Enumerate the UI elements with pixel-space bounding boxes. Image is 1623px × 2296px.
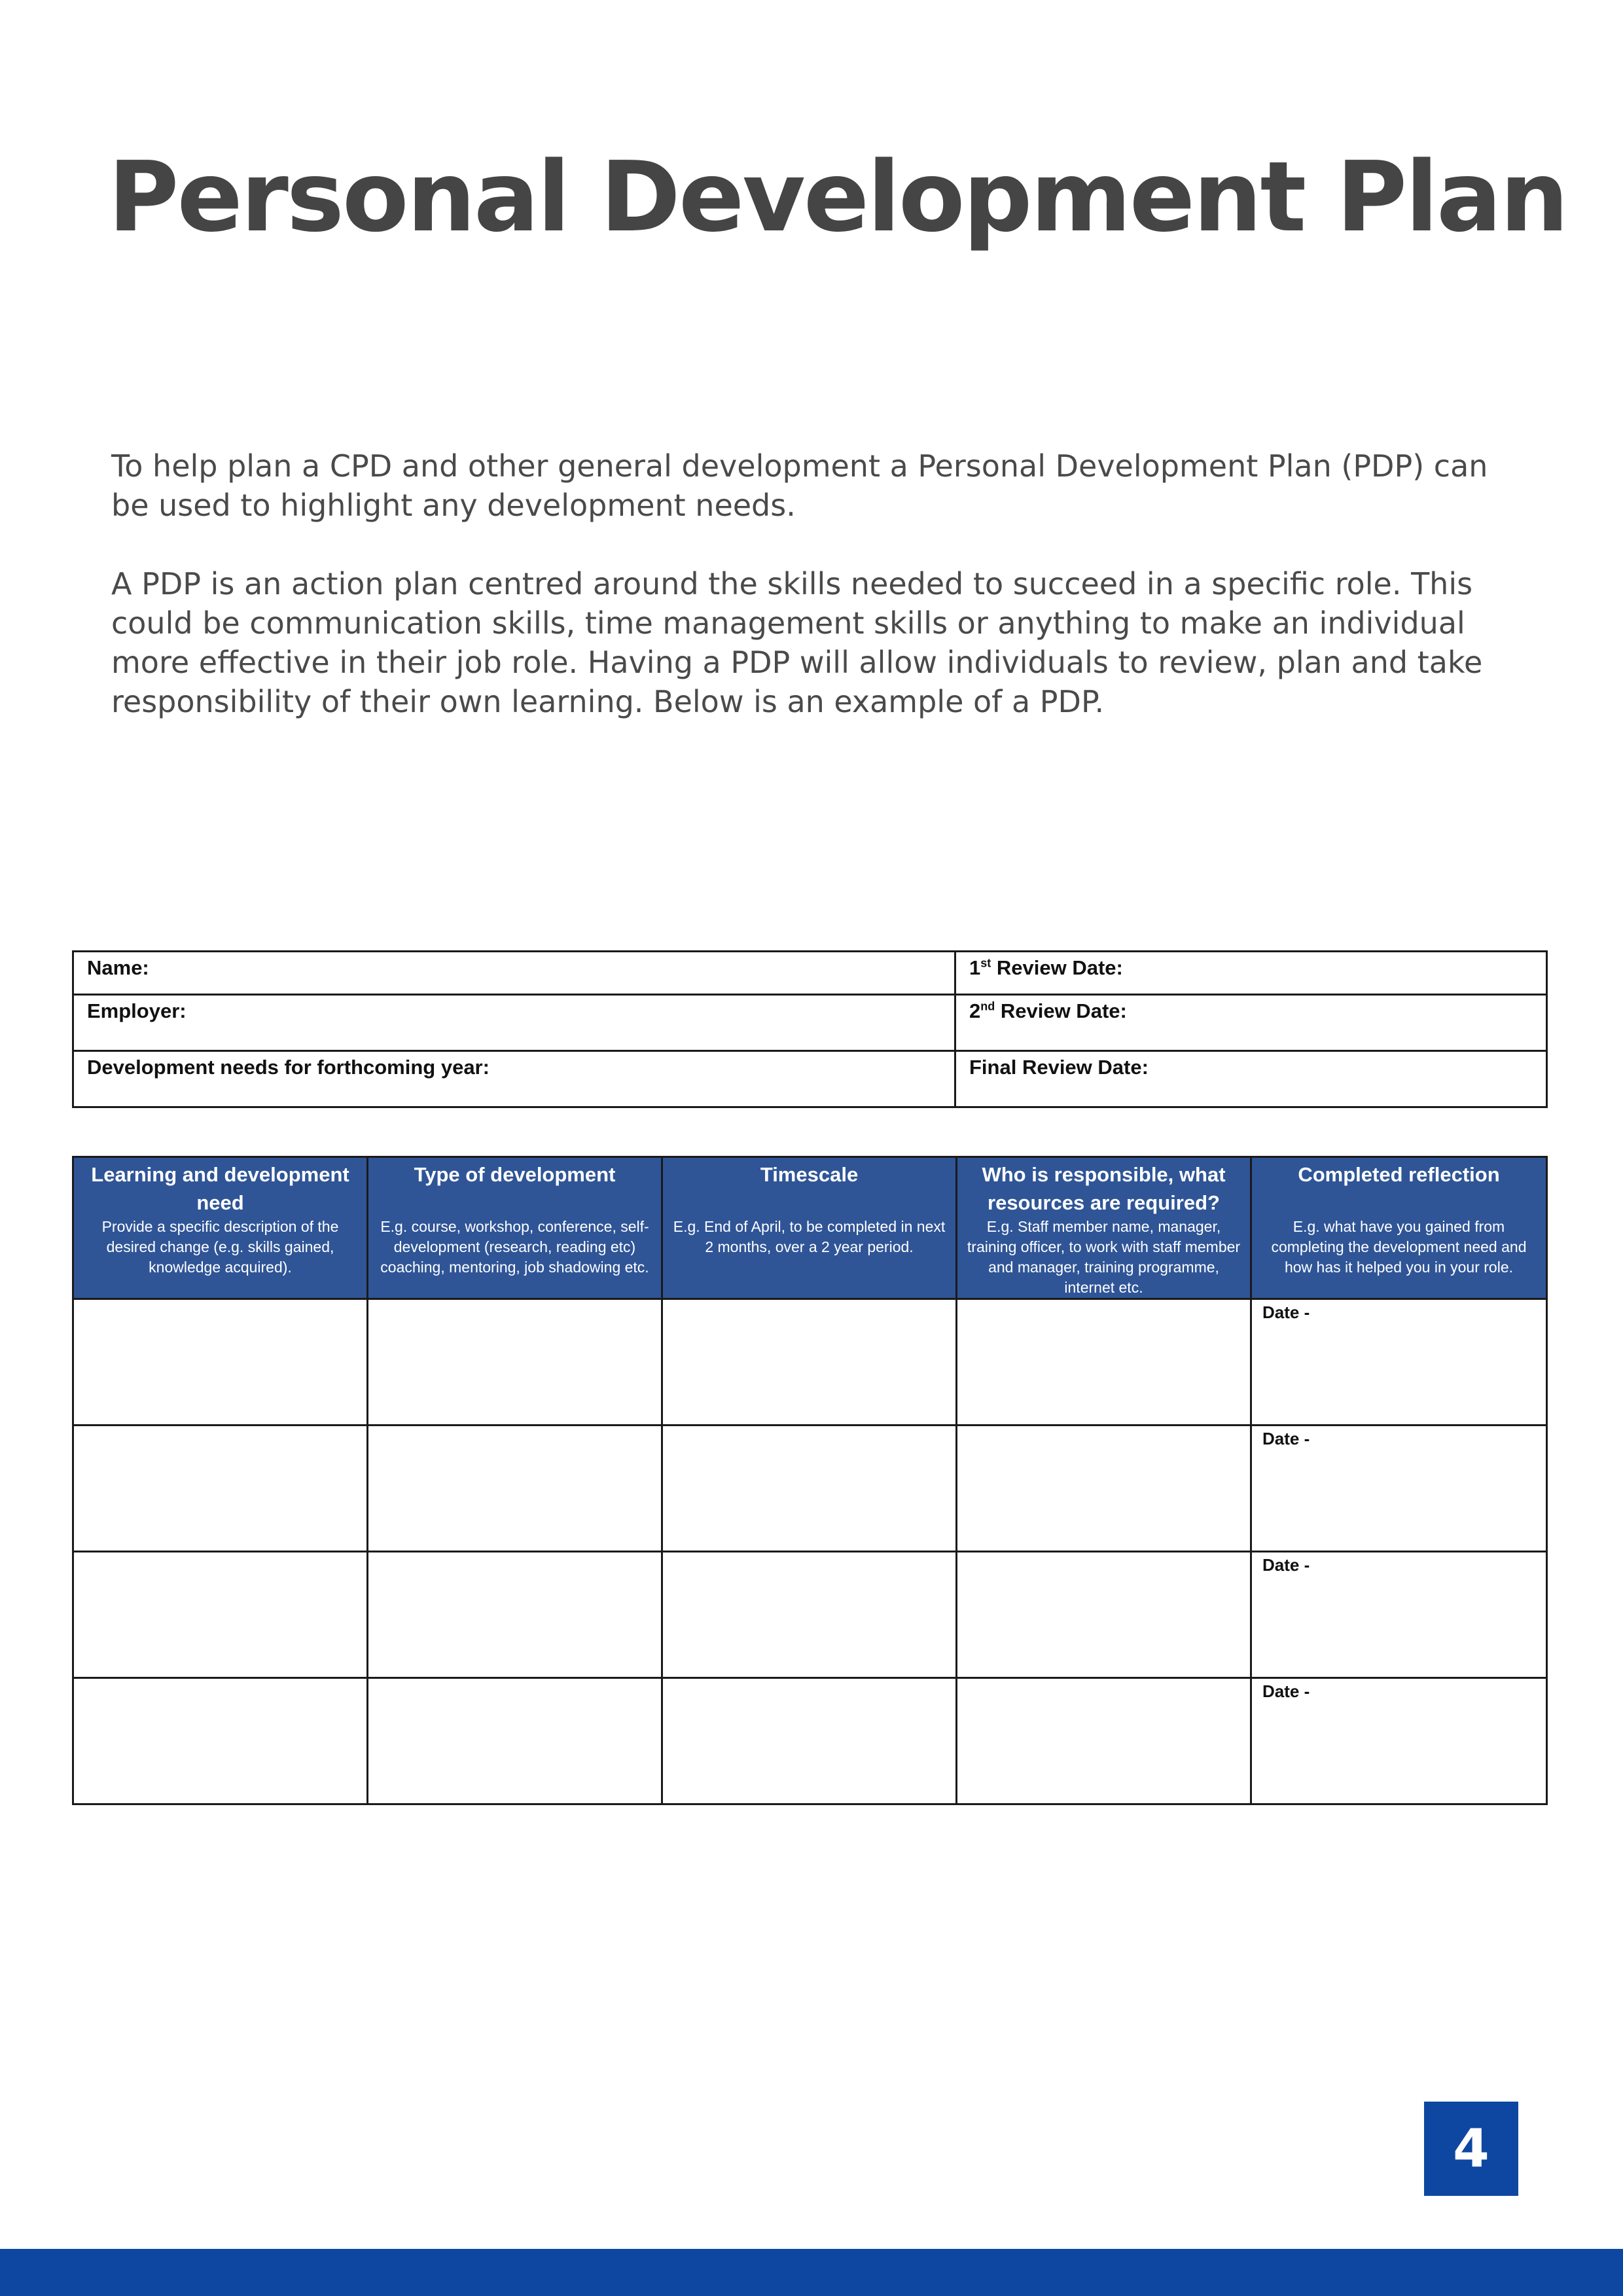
footer-bar	[0, 2249, 1623, 2296]
type-cell[interactable]	[368, 1299, 662, 1426]
page-title: Personal Development Plan	[108, 141, 1567, 253]
column-header-responsible: Who is responsible, what resources are required? E.g. Staff member name, manager, training officer, to work with staff member and manager, training programme, internet etc.	[957, 1157, 1251, 1299]
reflection-cell[interactable]	[1251, 1552, 1547, 1678]
timescale-cell[interactable]	[662, 1426, 957, 1552]
date-label: Date -	[1262, 1681, 1310, 1701]
date-label: Date -	[1262, 1555, 1310, 1575]
intro-paragraph-1: To help plan a CPD and other general development a Personal Development Plan (PDP) can be used to highlight any development needs.	[111, 448, 1488, 523]
column-header-reflection: Completed reflection E.g. what have you gained from completing the development need and how has it helped you in your role.	[1251, 1157, 1547, 1299]
name-field[interactable]: Name:	[73, 952, 955, 995]
responsible-cell[interactable]	[957, 1426, 1251, 1552]
type-cell[interactable]	[368, 1678, 662, 1804]
column-header-type: Type of development E.g. course, workshop, conference, self-development (research, reading etc) coaching, mentoring, job shadowing etc.	[368, 1157, 662, 1299]
table-row	[73, 1678, 1547, 1804]
timescale-cell[interactable]	[662, 1678, 957, 1804]
type-cell[interactable]	[368, 1552, 662, 1678]
first-review-date-field[interactable]: 1st Review Date:	[955, 952, 1547, 995]
development-needs-field[interactable]: Development needs for forthcoming year:	[73, 1051, 955, 1107]
reflection-cell[interactable]	[1251, 1299, 1547, 1426]
date-label: Date -	[1262, 1302, 1310, 1322]
responsible-cell[interactable]	[957, 1552, 1251, 1678]
second-review-date-field[interactable]: 2nd Review Date:	[955, 995, 1547, 1051]
table-row	[73, 1426, 1547, 1552]
learning-need-cell[interactable]	[73, 1299, 368, 1426]
page-number: 4	[1424, 2102, 1518, 2196]
employer-field[interactable]: Employer:	[73, 995, 955, 1051]
responsible-cell[interactable]	[957, 1299, 1251, 1426]
intro-paragraph-2: A PDP is an action plan centred around the skills needed to succeed in a specific role. This could be communication skills, time management skills or anything to make an individual more effective in their job role. Having a PDP will allow individuals to review, plan and take responsibility of their own learning. Below is an example of a PDP.	[111, 566, 1483, 719]
pdp-table	[72, 1156, 1548, 1805]
type-cell[interactable]	[368, 1426, 662, 1552]
pdp-header-row	[73, 1157, 1547, 1299]
timescale-cell[interactable]	[662, 1299, 957, 1426]
column-header-timescale: Timescale E.g. End of April, to be completed in next 2 months, over a 2 year period.	[662, 1157, 957, 1299]
date-label: Date -	[1262, 1429, 1310, 1448]
reflection-cell[interactable]	[1251, 1426, 1547, 1552]
timescale-cell[interactable]	[662, 1552, 957, 1678]
learning-need-cell[interactable]	[73, 1552, 368, 1678]
responsible-cell[interactable]	[957, 1678, 1251, 1804]
learning-need-cell[interactable]	[73, 1678, 368, 1804]
final-review-date-field[interactable]: Final Review Date:	[955, 1051, 1547, 1107]
learning-need-cell[interactable]	[73, 1426, 368, 1552]
details-table	[72, 950, 1548, 1108]
reflection-cell[interactable]	[1251, 1678, 1547, 1804]
column-header-learning-need: Learning and development need Provide a specific description of the desired change (e.g. skills gained, knowledge acquired).	[73, 1157, 368, 1299]
intro-text	[111, 446, 1512, 761]
table-row	[73, 1299, 1547, 1426]
table-row	[73, 1552, 1547, 1678]
